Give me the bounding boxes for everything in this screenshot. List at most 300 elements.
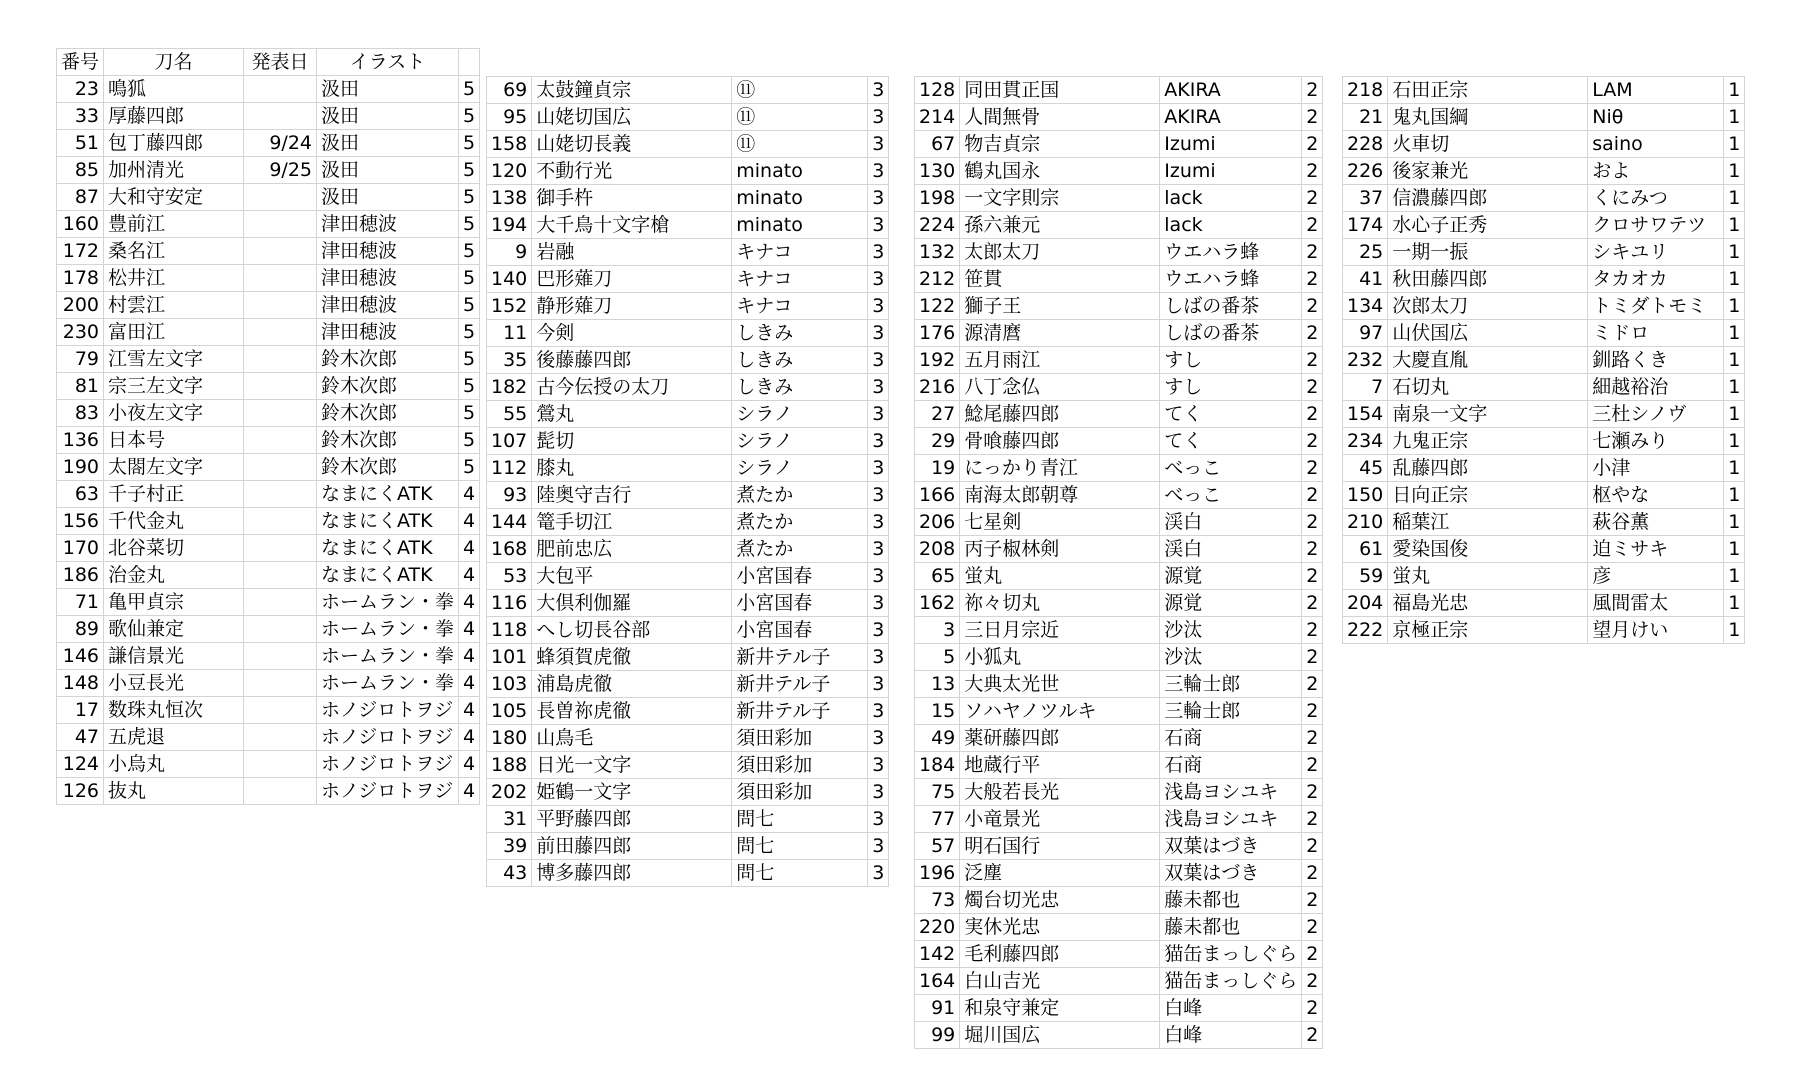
cell-illustrator[interactable]: 源覚 xyxy=(1160,563,1302,590)
cell-count[interactable]: 2 xyxy=(1302,833,1323,860)
cell-release-date[interactable] xyxy=(244,778,317,805)
cell-release-date[interactable] xyxy=(244,373,317,400)
cell-illustrator[interactable]: なまにくATK xyxy=(317,481,459,508)
cell-number[interactable]: 122 xyxy=(915,293,960,320)
cell-illustrator[interactable]: ウエハラ蜂 xyxy=(1160,266,1302,293)
cell-count[interactable]: 4 xyxy=(459,589,480,616)
cell-illustrator[interactable]: 白峰 xyxy=(1160,1022,1302,1049)
cell-illustrator[interactable]: 鈴木次郎 xyxy=(317,373,459,400)
cell-number[interactable]: 132 xyxy=(915,239,960,266)
cell-count[interactable]: 5 xyxy=(459,292,480,319)
cell-number[interactable]: 61 xyxy=(1343,536,1388,563)
cell-release-date[interactable] xyxy=(244,589,317,616)
cell-number[interactable]: 17 xyxy=(57,697,104,724)
cell-number[interactable]: 124 xyxy=(57,751,104,778)
cell-count[interactable]: 1 xyxy=(1724,212,1745,239)
cell-number[interactable]: 85 xyxy=(57,157,104,184)
cell-sword-name[interactable]: 鶴丸国永 xyxy=(960,158,1160,185)
cell-count[interactable]: 4 xyxy=(459,643,480,670)
cell-release-date[interactable] xyxy=(244,265,317,292)
cell-illustrator[interactable]: 汲田 xyxy=(317,184,459,211)
cell-illustrator[interactable]: 津田穂波 xyxy=(317,265,459,292)
cell-illustrator[interactable]: ミドロ xyxy=(1588,320,1724,347)
cell-number[interactable]: 51 xyxy=(57,130,104,157)
cell-illustrator[interactable]: ホノジロトヲジ xyxy=(317,697,459,724)
cell-count[interactable]: 2 xyxy=(1302,374,1323,401)
cell-illustrator[interactable]: 汲田 xyxy=(317,103,459,130)
cell-count[interactable]: 3 xyxy=(868,212,889,239)
cell-sword-name[interactable]: 祢々切丸 xyxy=(960,590,1160,617)
cell-sword-name[interactable]: 堀川国広 xyxy=(960,1022,1160,1049)
cell-sword-name[interactable]: 蛍丸 xyxy=(1388,563,1588,590)
cell-release-date[interactable] xyxy=(244,400,317,427)
cell-count[interactable]: 2 xyxy=(1302,185,1323,212)
cell-illustrator[interactable]: べっこ xyxy=(1160,455,1302,482)
cell-sword-name[interactable]: 山伏国広 xyxy=(1388,320,1588,347)
cell-illustrator[interactable]: 双葉はづき xyxy=(1160,833,1302,860)
cell-sword-name[interactable]: 小烏丸 xyxy=(104,751,244,778)
cell-illustrator[interactable]: なまにくATK xyxy=(317,508,459,535)
cell-illustrator[interactable]: シラノ xyxy=(732,455,868,482)
cell-count[interactable]: 5 xyxy=(459,346,480,373)
cell-sword-name[interactable]: 浦島虎徹 xyxy=(532,671,732,698)
cell-illustrator[interactable]: 津田穂波 xyxy=(317,238,459,265)
cell-illustrator[interactable]: 渓白 xyxy=(1160,509,1302,536)
cell-count[interactable]: 2 xyxy=(1302,401,1323,428)
cell-count[interactable]: 1 xyxy=(1724,185,1745,212)
cell-count[interactable]: 5 xyxy=(459,454,480,481)
cell-number[interactable]: 39 xyxy=(487,833,532,860)
cell-sword-name[interactable]: 日向正宗 xyxy=(1388,482,1588,509)
cell-illustrator[interactable]: 双葉はづき xyxy=(1160,860,1302,887)
cell-number[interactable]: 105 xyxy=(487,698,532,725)
cell-count[interactable]: 3 xyxy=(868,725,889,752)
cell-release-date[interactable] xyxy=(244,76,317,103)
cell-number[interactable]: 228 xyxy=(1343,131,1388,158)
cell-number[interactable]: 176 xyxy=(915,320,960,347)
cell-count[interactable]: 3 xyxy=(868,77,889,104)
cell-illustrator[interactable]: 石商 xyxy=(1160,725,1302,752)
cell-number[interactable]: 5 xyxy=(915,644,960,671)
cell-count[interactable]: 2 xyxy=(1302,779,1323,806)
cell-illustrator[interactable]: 猫缶まっしぐら xyxy=(1160,941,1302,968)
cell-number[interactable]: 73 xyxy=(915,887,960,914)
cell-sword-name[interactable]: 謙信景光 xyxy=(104,643,244,670)
cell-illustrator[interactable]: 源覚 xyxy=(1160,590,1302,617)
cell-count[interactable]: 2 xyxy=(1302,482,1323,509)
cell-number[interactable]: 234 xyxy=(1343,428,1388,455)
cell-sword-name[interactable]: 南泉一文字 xyxy=(1388,401,1588,428)
cell-sword-name[interactable]: 鳴狐 xyxy=(104,76,244,103)
cell-number[interactable]: 3 xyxy=(915,617,960,644)
cell-sword-name[interactable]: 稲葉江 xyxy=(1388,509,1588,536)
cell-count[interactable]: 3 xyxy=(868,158,889,185)
cell-sword-name[interactable]: 五虎退 xyxy=(104,724,244,751)
cell-sword-name[interactable]: 後藤藤四郎 xyxy=(532,347,732,374)
cell-count[interactable]: 1 xyxy=(1724,131,1745,158)
cell-illustrator[interactable]: 煮たか xyxy=(732,509,868,536)
cell-count[interactable]: 2 xyxy=(1302,455,1323,482)
cell-illustrator[interactable]: 煮たか xyxy=(732,482,868,509)
cell-number[interactable]: 168 xyxy=(487,536,532,563)
cell-number[interactable]: 138 xyxy=(487,185,532,212)
cell-illustrator[interactable]: ウエハラ蜂 xyxy=(1160,239,1302,266)
cell-count[interactable]: 3 xyxy=(868,131,889,158)
cell-number[interactable]: 103 xyxy=(487,671,532,698)
cell-number[interactable]: 178 xyxy=(57,265,104,292)
cell-number[interactable]: 184 xyxy=(915,752,960,779)
cell-count[interactable]: 2 xyxy=(1302,806,1323,833)
cell-count[interactable]: 2 xyxy=(1302,131,1323,158)
cell-number[interactable]: 144 xyxy=(487,509,532,536)
cell-sword-name[interactable]: 厚藤四郎 xyxy=(104,103,244,130)
cell-illustrator[interactable]: くにみつ xyxy=(1588,185,1724,212)
cell-release-date[interactable] xyxy=(244,616,317,643)
cell-sword-name[interactable]: 江雪左文字 xyxy=(104,346,244,373)
cell-illustrator[interactable]: べっこ xyxy=(1160,482,1302,509)
cell-sword-name[interactable]: 秋田藤四郎 xyxy=(1388,266,1588,293)
cell-sword-name[interactable]: 不動行光 xyxy=(532,158,732,185)
cell-illustrator[interactable]: 問七 xyxy=(732,806,868,833)
cell-number[interactable]: 23 xyxy=(57,76,104,103)
cell-illustrator[interactable]: てく xyxy=(1160,428,1302,455)
cell-number[interactable]: 208 xyxy=(915,536,960,563)
cell-illustrator[interactable]: タカオカ xyxy=(1588,266,1724,293)
cell-sword-name[interactable]: 太郎太刀 xyxy=(960,239,1160,266)
cell-count[interactable]: 2 xyxy=(1302,752,1323,779)
cell-count[interactable]: 3 xyxy=(868,185,889,212)
cell-count[interactable]: 4 xyxy=(459,481,480,508)
cell-sword-name[interactable]: 大和守安定 xyxy=(104,184,244,211)
cell-sword-name[interactable]: 肥前忠広 xyxy=(532,536,732,563)
cell-sword-name[interactable]: 村雲江 xyxy=(104,292,244,319)
cell-number[interactable]: 93 xyxy=(487,482,532,509)
cell-illustrator[interactable]: 藤未都也 xyxy=(1160,914,1302,941)
cell-count[interactable]: 2 xyxy=(1302,590,1323,617)
cell-count[interactable]: 2 xyxy=(1302,158,1323,185)
cell-illustrator[interactable]: ホノジロトヲジ xyxy=(317,751,459,778)
cell-count[interactable]: 3 xyxy=(868,401,889,428)
cell-number[interactable]: 192 xyxy=(915,347,960,374)
cell-count[interactable]: 5 xyxy=(459,238,480,265)
cell-number[interactable]: 29 xyxy=(915,428,960,455)
cell-sword-name[interactable]: 大慶直胤 xyxy=(1388,347,1588,374)
cell-illustrator[interactable]: しきみ xyxy=(732,347,868,374)
cell-sword-name[interactable]: 小竜景光 xyxy=(960,806,1160,833)
cell-sword-name[interactable]: ソハヤノツルキ xyxy=(960,698,1160,725)
cell-illustrator[interactable]: 三輪士郎 xyxy=(1160,698,1302,725)
cell-release-date[interactable] xyxy=(244,211,317,238)
cell-sword-name[interactable]: 千代金丸 xyxy=(104,508,244,535)
cell-number[interactable]: 158 xyxy=(487,131,532,158)
cell-number[interactable]: 200 xyxy=(57,292,104,319)
cell-sword-name[interactable]: 御手杵 xyxy=(532,185,732,212)
cell-illustrator[interactable]: LAM xyxy=(1588,77,1724,104)
cell-sword-name[interactable]: へし切長谷部 xyxy=(532,617,732,644)
cell-illustrator[interactable]: 汲田 xyxy=(317,157,459,184)
cell-sword-name[interactable]: 七星剣 xyxy=(960,509,1160,536)
cell-illustrator[interactable]: lack xyxy=(1160,185,1302,212)
cell-count[interactable]: 1 xyxy=(1724,266,1745,293)
cell-count[interactable]: 4 xyxy=(459,670,480,697)
cell-illustrator[interactable]: 新井テル子 xyxy=(732,698,868,725)
cell-sword-name[interactable]: 源清麿 xyxy=(960,320,1160,347)
cell-release-date[interactable] xyxy=(244,292,317,319)
cell-sword-name[interactable]: 人間無骨 xyxy=(960,104,1160,131)
cell-illustrator[interactable]: 鈴木次郎 xyxy=(317,454,459,481)
cell-count[interactable]: 4 xyxy=(459,697,480,724)
cell-sword-name[interactable]: 博多藤四郎 xyxy=(532,860,732,887)
cell-count[interactable]: 3 xyxy=(868,563,889,590)
cell-sword-name[interactable]: 泛塵 xyxy=(960,860,1160,887)
cell-sword-name[interactable]: 豊前江 xyxy=(104,211,244,238)
cell-illustrator[interactable]: 石商 xyxy=(1160,752,1302,779)
cell-illustrator[interactable]: 七瀬みり xyxy=(1588,428,1724,455)
cell-count[interactable]: 5 xyxy=(459,265,480,292)
cell-count[interactable]: 2 xyxy=(1302,725,1323,752)
cell-sword-name[interactable]: 抜丸 xyxy=(104,778,244,805)
cell-number[interactable]: 218 xyxy=(1343,77,1388,104)
cell-count[interactable]: 1 xyxy=(1724,239,1745,266)
cell-number[interactable]: 220 xyxy=(915,914,960,941)
header-illustrator[interactable]: イラスト xyxy=(317,49,459,76)
cell-number[interactable]: 204 xyxy=(1343,590,1388,617)
cell-release-date[interactable] xyxy=(244,697,317,724)
cell-illustrator[interactable]: minato xyxy=(732,185,868,212)
cell-release-date[interactable]: 9/24 xyxy=(244,130,317,157)
cell-number[interactable]: 77 xyxy=(915,806,960,833)
cell-sword-name[interactable]: 鯰尾藤四郎 xyxy=(960,401,1160,428)
cell-illustrator[interactable]: 渓白 xyxy=(1160,536,1302,563)
cell-sword-name[interactable]: 和泉守兼定 xyxy=(960,995,1160,1022)
cell-sword-name[interactable]: 物吉貞宗 xyxy=(960,131,1160,158)
cell-count[interactable]: 3 xyxy=(868,239,889,266)
cell-count[interactable]: 1 xyxy=(1724,293,1745,320)
cell-count[interactable]: 3 xyxy=(868,455,889,482)
cell-illustrator[interactable]: しばの番茶 xyxy=(1160,320,1302,347)
cell-illustrator[interactable]: 新井テル子 xyxy=(732,671,868,698)
cell-count[interactable]: 5 xyxy=(459,157,480,184)
cell-sword-name[interactable]: 鬼丸国綱 xyxy=(1388,104,1588,131)
cell-illustrator[interactable]: トミダトモミ xyxy=(1588,293,1724,320)
cell-count[interactable]: 5 xyxy=(459,103,480,130)
cell-number[interactable]: 33 xyxy=(57,103,104,130)
cell-number[interactable]: 216 xyxy=(915,374,960,401)
cell-number[interactable]: 188 xyxy=(487,752,532,779)
cell-illustrator[interactable]: 萩谷薫 xyxy=(1588,509,1724,536)
cell-illustrator[interactable]: 津田穂波 xyxy=(317,319,459,346)
cell-count[interactable]: 4 xyxy=(459,778,480,805)
cell-sword-name[interactable]: 次郎太刀 xyxy=(1388,293,1588,320)
cell-sword-name[interactable]: 骨喰藤四郎 xyxy=(960,428,1160,455)
cell-number[interactable]: 47 xyxy=(57,724,104,751)
cell-count[interactable]: 3 xyxy=(868,806,889,833)
cell-count[interactable]: 2 xyxy=(1302,860,1323,887)
cell-number[interactable]: 140 xyxy=(487,266,532,293)
cell-count[interactable]: 4 xyxy=(459,616,480,643)
cell-number[interactable]: 174 xyxy=(1343,212,1388,239)
cell-count[interactable]: 5 xyxy=(459,373,480,400)
cell-count[interactable]: 3 xyxy=(868,833,889,860)
cell-illustrator[interactable]: ホームラン・拳 xyxy=(317,616,459,643)
cell-illustrator[interactable]: キナコ xyxy=(732,239,868,266)
cell-count[interactable]: 2 xyxy=(1302,617,1323,644)
cell-number[interactable]: 170 xyxy=(57,535,104,562)
cell-number[interactable]: 21 xyxy=(1343,104,1388,131)
cell-number[interactable]: 196 xyxy=(915,860,960,887)
cell-count[interactable]: 4 xyxy=(459,751,480,778)
cell-number[interactable]: 142 xyxy=(915,941,960,968)
cell-sword-name[interactable]: 蛍丸 xyxy=(960,563,1160,590)
cell-illustrator[interactable]: ⑪ xyxy=(732,77,868,104)
cell-illustrator[interactable]: ホームラン・拳 xyxy=(317,670,459,697)
cell-count[interactable]: 2 xyxy=(1302,887,1323,914)
cell-count[interactable]: 3 xyxy=(868,374,889,401)
cell-number[interactable]: 190 xyxy=(57,454,104,481)
cell-number[interactable]: 146 xyxy=(57,643,104,670)
cell-illustrator[interactable]: 小津 xyxy=(1588,455,1724,482)
cell-illustrator[interactable]: ホノジロトヲジ xyxy=(317,778,459,805)
cell-number[interactable]: 164 xyxy=(915,968,960,995)
cell-number[interactable]: 172 xyxy=(57,238,104,265)
cell-number[interactable]: 156 xyxy=(57,508,104,535)
cell-illustrator[interactable]: 彦 xyxy=(1588,563,1724,590)
cell-count[interactable]: 1 xyxy=(1724,455,1745,482)
cell-sword-name[interactable]: 山姥切国広 xyxy=(532,104,732,131)
cell-count[interactable]: 2 xyxy=(1302,995,1323,1022)
cell-count[interactable]: 3 xyxy=(868,779,889,806)
cell-count[interactable]: 2 xyxy=(1302,239,1323,266)
header-count[interactable] xyxy=(459,49,480,76)
cell-count[interactable]: 2 xyxy=(1302,212,1323,239)
cell-number[interactable]: 126 xyxy=(57,778,104,805)
cell-number[interactable]: 162 xyxy=(915,590,960,617)
cell-release-date[interactable]: 9/25 xyxy=(244,157,317,184)
cell-illustrator[interactable]: すし xyxy=(1160,374,1302,401)
cell-count[interactable]: 4 xyxy=(459,562,480,589)
cell-sword-name[interactable]: 大倶利伽羅 xyxy=(532,590,732,617)
cell-sword-name[interactable]: 明石国行 xyxy=(960,833,1160,860)
cell-number[interactable]: 230 xyxy=(57,319,104,346)
cell-number[interactable]: 41 xyxy=(1343,266,1388,293)
cell-sword-name[interactable]: 薬研藤四郎 xyxy=(960,725,1160,752)
header-number[interactable]: 番号 xyxy=(57,49,104,76)
cell-number[interactable]: 194 xyxy=(487,212,532,239)
cell-illustrator[interactable]: 汲田 xyxy=(317,130,459,157)
cell-illustrator[interactable]: 望月けい xyxy=(1588,617,1724,644)
cell-count[interactable]: 5 xyxy=(459,184,480,211)
cell-sword-name[interactable]: 静形薙刀 xyxy=(532,293,732,320)
cell-count[interactable]: 4 xyxy=(459,535,480,562)
cell-number[interactable]: 65 xyxy=(915,563,960,590)
cell-sword-name[interactable]: 乱藤四郎 xyxy=(1388,455,1588,482)
cell-number[interactable]: 130 xyxy=(915,158,960,185)
cell-sword-name[interactable]: 太鼓鐘貞宗 xyxy=(532,77,732,104)
cell-number[interactable]: 214 xyxy=(915,104,960,131)
header-sword-name[interactable]: 刀名 xyxy=(104,49,244,76)
cell-illustrator[interactable]: なまにくATK xyxy=(317,562,459,589)
cell-count[interactable]: 1 xyxy=(1724,320,1745,347)
cell-illustrator[interactable]: Izumi xyxy=(1160,131,1302,158)
cell-sword-name[interactable]: 山鳥毛 xyxy=(532,725,732,752)
cell-sword-name[interactable]: 後家兼光 xyxy=(1388,158,1588,185)
cell-sword-name[interactable]: 信濃藤四郎 xyxy=(1388,185,1588,212)
cell-sword-name[interactable]: 巴形薙刀 xyxy=(532,266,732,293)
cell-count[interactable]: 2 xyxy=(1302,320,1323,347)
cell-number[interactable]: 150 xyxy=(1343,482,1388,509)
cell-sword-name[interactable]: 膝丸 xyxy=(532,455,732,482)
cell-count[interactable]: 5 xyxy=(459,319,480,346)
cell-illustrator[interactable]: てく xyxy=(1160,401,1302,428)
cell-count[interactable]: 1 xyxy=(1724,509,1745,536)
cell-sword-name[interactable]: 燭台切光忠 xyxy=(960,887,1160,914)
cell-illustrator[interactable]: 枢やな xyxy=(1588,482,1724,509)
cell-count[interactable]: 3 xyxy=(868,482,889,509)
cell-count[interactable]: 1 xyxy=(1724,536,1745,563)
cell-count[interactable]: 3 xyxy=(868,536,889,563)
cell-number[interactable]: 222 xyxy=(1343,617,1388,644)
cell-illustrator[interactable]: 鈴木次郎 xyxy=(317,400,459,427)
cell-number[interactable]: 148 xyxy=(57,670,104,697)
cell-sword-name[interactable]: 石田正宗 xyxy=(1388,77,1588,104)
cell-number[interactable]: 89 xyxy=(57,616,104,643)
cell-number[interactable]: 81 xyxy=(57,373,104,400)
cell-release-date[interactable] xyxy=(244,481,317,508)
cell-count[interactable]: 1 xyxy=(1724,563,1745,590)
cell-sword-name[interactable]: 火車切 xyxy=(1388,131,1588,158)
cell-count[interactable]: 2 xyxy=(1302,1022,1323,1049)
cell-sword-name[interactable]: 実休光忠 xyxy=(960,914,1160,941)
cell-illustrator[interactable]: 問七 xyxy=(732,860,868,887)
cell-sword-name[interactable]: 岩融 xyxy=(532,239,732,266)
cell-number[interactable]: 186 xyxy=(57,562,104,589)
cell-release-date[interactable] xyxy=(244,670,317,697)
cell-release-date[interactable] xyxy=(244,643,317,670)
cell-illustrator[interactable]: 沙汰 xyxy=(1160,617,1302,644)
cell-release-date[interactable] xyxy=(244,427,317,454)
cell-count[interactable]: 4 xyxy=(459,724,480,751)
cell-illustrator[interactable]: 藤未都也 xyxy=(1160,887,1302,914)
cell-count[interactable]: 3 xyxy=(868,752,889,779)
cell-number[interactable]: 79 xyxy=(57,346,104,373)
cell-illustrator[interactable]: 新井テル子 xyxy=(732,644,868,671)
cell-count[interactable]: 5 xyxy=(459,130,480,157)
cell-illustrator[interactable]: シラノ xyxy=(732,401,868,428)
cell-count[interactable]: 2 xyxy=(1302,104,1323,131)
cell-sword-name[interactable]: 平野藤四郎 xyxy=(532,806,732,833)
cell-illustrator[interactable]: 煮たか xyxy=(732,536,868,563)
cell-illustrator[interactable]: 鈴木次郎 xyxy=(317,427,459,454)
cell-illustrator[interactable]: ホームラン・拳 xyxy=(317,589,459,616)
cell-illustrator[interactable]: しきみ xyxy=(732,320,868,347)
cell-count[interactable]: 3 xyxy=(868,509,889,536)
cell-illustrator[interactable]: 問七 xyxy=(732,833,868,860)
cell-sword-name[interactable]: 大般若長光 xyxy=(960,779,1160,806)
cell-sword-name[interactable]: 愛染国俊 xyxy=(1388,536,1588,563)
cell-illustrator[interactable]: 浅島ヨシユキ xyxy=(1160,806,1302,833)
cell-sword-name[interactable]: 日光一文字 xyxy=(532,752,732,779)
cell-illustrator[interactable]: 三輪士郎 xyxy=(1160,671,1302,698)
cell-number[interactable]: 13 xyxy=(915,671,960,698)
cell-count[interactable]: 3 xyxy=(868,428,889,455)
cell-count[interactable]: 1 xyxy=(1724,158,1745,185)
cell-illustrator[interactable]: minato xyxy=(732,158,868,185)
cell-count[interactable]: 2 xyxy=(1302,914,1323,941)
cell-sword-name[interactable]: 松井江 xyxy=(104,265,244,292)
cell-illustrator[interactable]: 三杜シノヴ xyxy=(1588,401,1724,428)
cell-count[interactable]: 3 xyxy=(868,698,889,725)
cell-illustrator[interactable]: ホノジロトヲジ xyxy=(317,724,459,751)
